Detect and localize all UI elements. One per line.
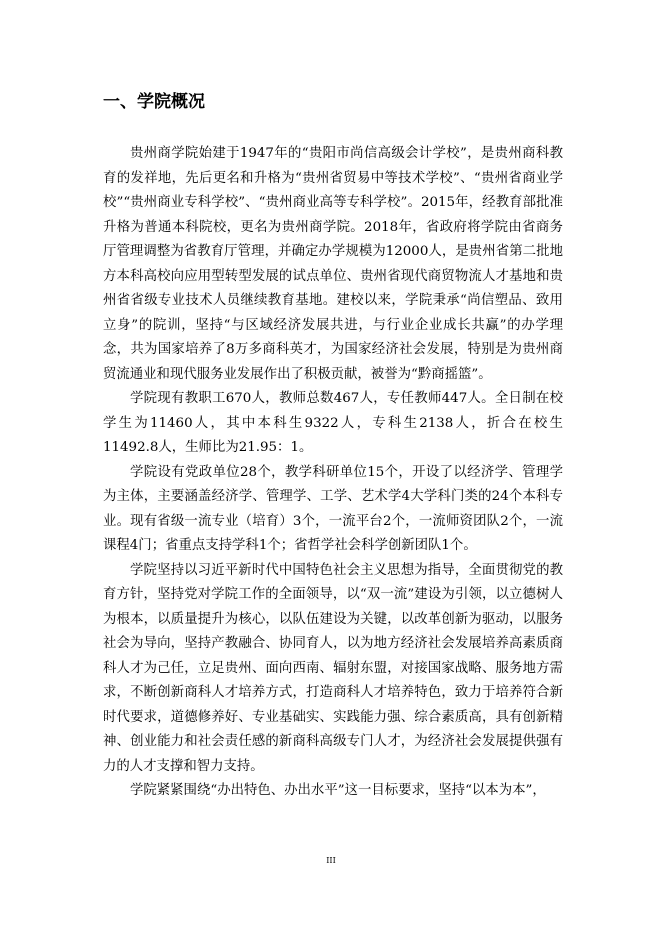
- paragraph-departments-majors: 学院设有党政单位28个，教学科研单位15个，开设了以经济学、管理学为主体，主要涵盖经济学、管理学、工学、艺术学4大学科门类的24个本科专业。现有省级一流专业（培育）3个，一流平台2个，一流师资团队2个，一流课程4门；省重点支持学科1个；省哲学社会科学创新团队1个。: [103, 464, 563, 553]
- body-text: [103, 142, 563, 804]
- paragraph-staff-students: 学院现有教职工670人，教师总数467人，专任教师447人。全日制在校学生为11460人，其中本科生9322人，专科生2138人，折合在校生11492.8人，生师比为21.95：1。: [103, 391, 563, 455]
- page-number: III: [326, 856, 336, 865]
- paragraph-guiding-principles: 学院坚持以习近平新时代中国特色社会主义思想为指导，全面贯彻党的教育方针，坚持党对学院工作的全面领导，以“双一流”建设为引领，以立德树人为根本，以质量提升为核心，以队伍建设为关键，以改革创新为驱动，以服务社会为导向，坚持产教融合、协同育人，以为地方经济社会发展培养高素质商科人才为己任，立足贵州、面向西南、辐射东盟，对接国家战略、服务地方需求，不断创新商科人才培养方式，打造商科人才培养特色，致力于培养符合新时代要求，道德修养好、专业基础实、实践能力强、综合素质高，具有创新精神、创业能力和社会责任感的新商科高级专门人才，为经济社会发展提供强有力的人才支撑和智力支持。: [103, 562, 563, 774]
- section-heading: 一、学院概况: [103, 92, 205, 112]
- paragraph-goals: 学院紧紧围绕“办出特色、办出水平”这一目标要求，坚持“以本为本”，: [130, 783, 546, 798]
- paragraph-history: 贵州商学院始建于1947年的“贵阳市尚信高级会计学校”，是贵州商科教育的发祥地，先后更名和升格为“贵州省贸易中等技术学校”、“贵州省商业学校”“贵州商业专科学校”、“贵州商业高等专科学校”。2015年，经教育部批准升格为普通本科院校，更名为贵州商学院。2018年，省政府将学院由省商务厅管理调整为省教育厅管理，并确定办学规模为12000人，是贵州省第二批地方本科高校向应用型转型发展的试点单位、贵州省现代商贸物流人才基地和贵州省省级专业技术人员继续教育基地。建校以来，学院秉承“尚信塑品、致用立身”的院训，坚持“与区域经济发展共进，与行业企业成长共赢”的办学理念，共为国家培养了8万多商科英才，为国家经济社会发展，特别是为贵州商贸流通业和现代服务业发展作出了积极贡献，被誉为“黔商摇篮”。: [103, 146, 563, 382]
